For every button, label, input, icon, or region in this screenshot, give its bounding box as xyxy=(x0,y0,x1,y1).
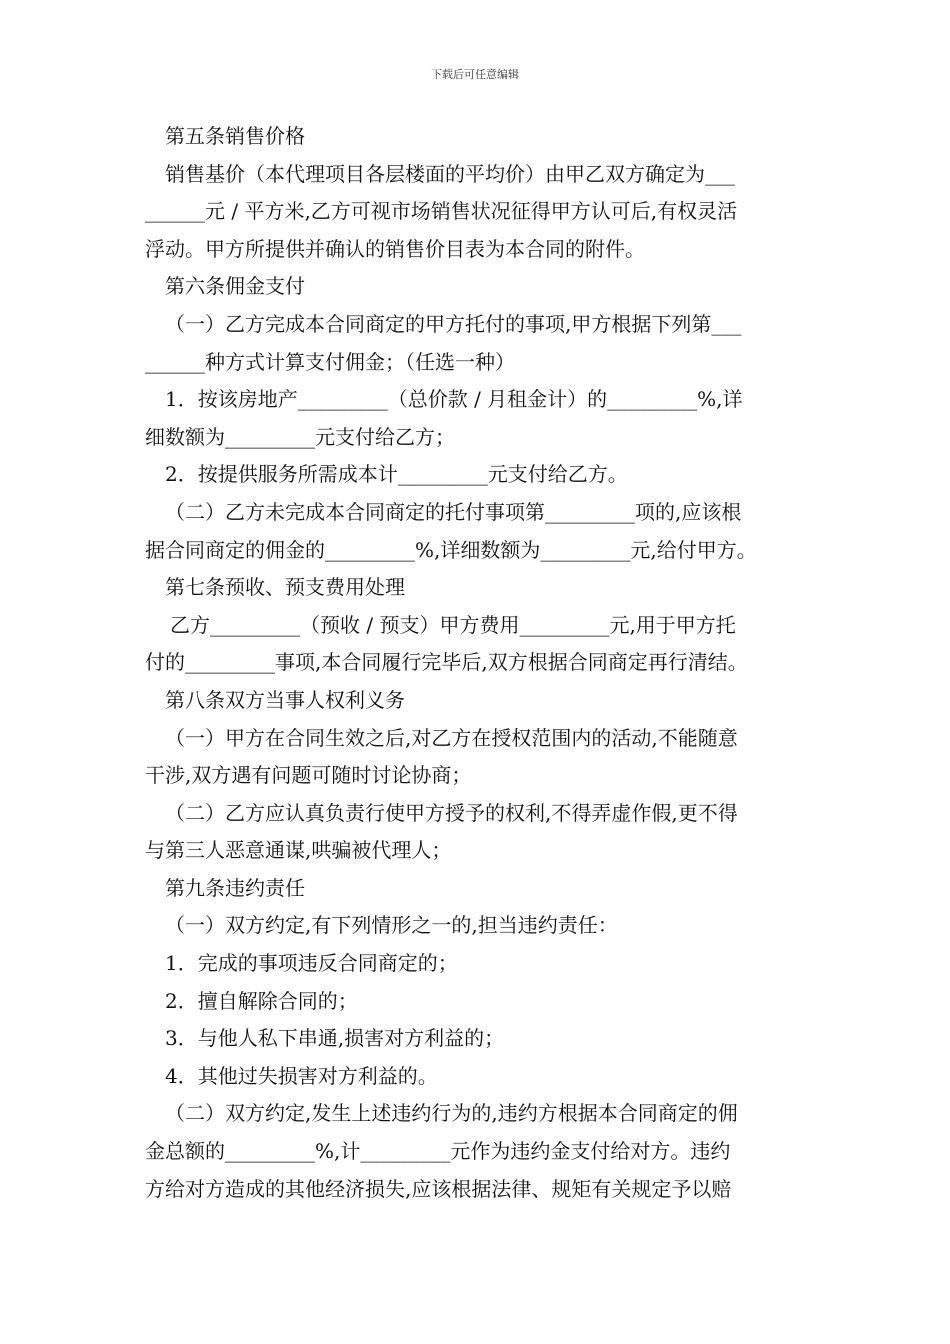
text-line: 2．擅自解除合同的； xyxy=(165,988,358,1013)
text-line: 第九条违约责任 xyxy=(165,875,305,900)
page-header: 下载后可任意编辑 xyxy=(431,68,519,81)
text-line: 干涉,双方遇有问题可随时讨论协商； xyxy=(145,763,472,788)
text-line: 销售基价（本代理项目各层楼面的平均价）由甲乙双方确定为___ xyxy=(165,161,735,186)
text-line: 第八条双方当事人权利义务 xyxy=(165,687,405,712)
text-line: 浮动。甲方所提供并确认的销售价目表为本合同的附件。 xyxy=(145,236,645,261)
text-line: （二）乙方应认真负责行使甲方授予的权利,不得弄虚作假,更不得 xyxy=(165,800,738,825)
text-line: 付的_________事项,本合同履行完毕后,双方根据合同商定再行清结。 xyxy=(145,650,748,675)
text-line: 1．按该房地产_________（总价款 / 月租金计）的_________%,详 xyxy=(165,387,743,412)
text-line: （二）乙方未完成本合同商定的托付事项第_________项的,应该根 xyxy=(165,499,742,524)
text-line: 细数额为_________元支付给乙方； xyxy=(145,424,455,449)
text-line: （一）乙方完成本合同商定的甲方托付的事项,甲方根据下列第___ xyxy=(165,311,742,336)
text-line: 金总额的_________%,计_________元作为违约金支付给对方。违约 xyxy=(145,1139,731,1164)
text-line: （一）甲方在合同生效之后,对乙方在授权范围内的活动,不能随意 xyxy=(165,725,738,750)
text-line: 第六条佣金支付 xyxy=(165,274,305,299)
text-line: （二）双方约定,发生上述违约行为的,违约方根据本合同商定的佣 xyxy=(165,1101,738,1126)
text-line: 2．按提供服务所需成本计_________元支付给乙方。 xyxy=(165,462,628,487)
text-line: 方给对方造成的其他经济损失,应该根据法律、规矩有关规定予以赔 xyxy=(145,1176,732,1201)
text-line: 4．其他过失损害对方利益的。 xyxy=(165,1063,438,1088)
text-line: 第五条销售价格 xyxy=(165,124,305,148)
text-line: 乙方_________（预收 / 预支）甲方费用_________元,用于甲方托 xyxy=(170,612,736,637)
contract-body xyxy=(145,118,807,1208)
text-line: 1．完成的事项违反合同商定的； xyxy=(165,951,458,976)
text-line: ______种方式计算支付佣金；（任选一种） xyxy=(145,349,515,374)
text-line: ______元 / 平方米,乙方可视市场销售状况征得甲方认可后,有权灵活 xyxy=(145,199,738,224)
text-line: （一）双方约定,有下列情形之一的,担当违约责任： xyxy=(165,913,618,938)
text-line: 第七条预收、预支费用处理 xyxy=(165,575,405,600)
text-line: 与第三人恶意通谋,哄骗被代理人； xyxy=(145,838,452,863)
text-line: 据合同商定的佣金的_________%,详细数额为_________元,给付甲方。 xyxy=(145,537,757,562)
text-line: 3．与他人私下串通,损害对方利益的； xyxy=(165,1026,505,1051)
